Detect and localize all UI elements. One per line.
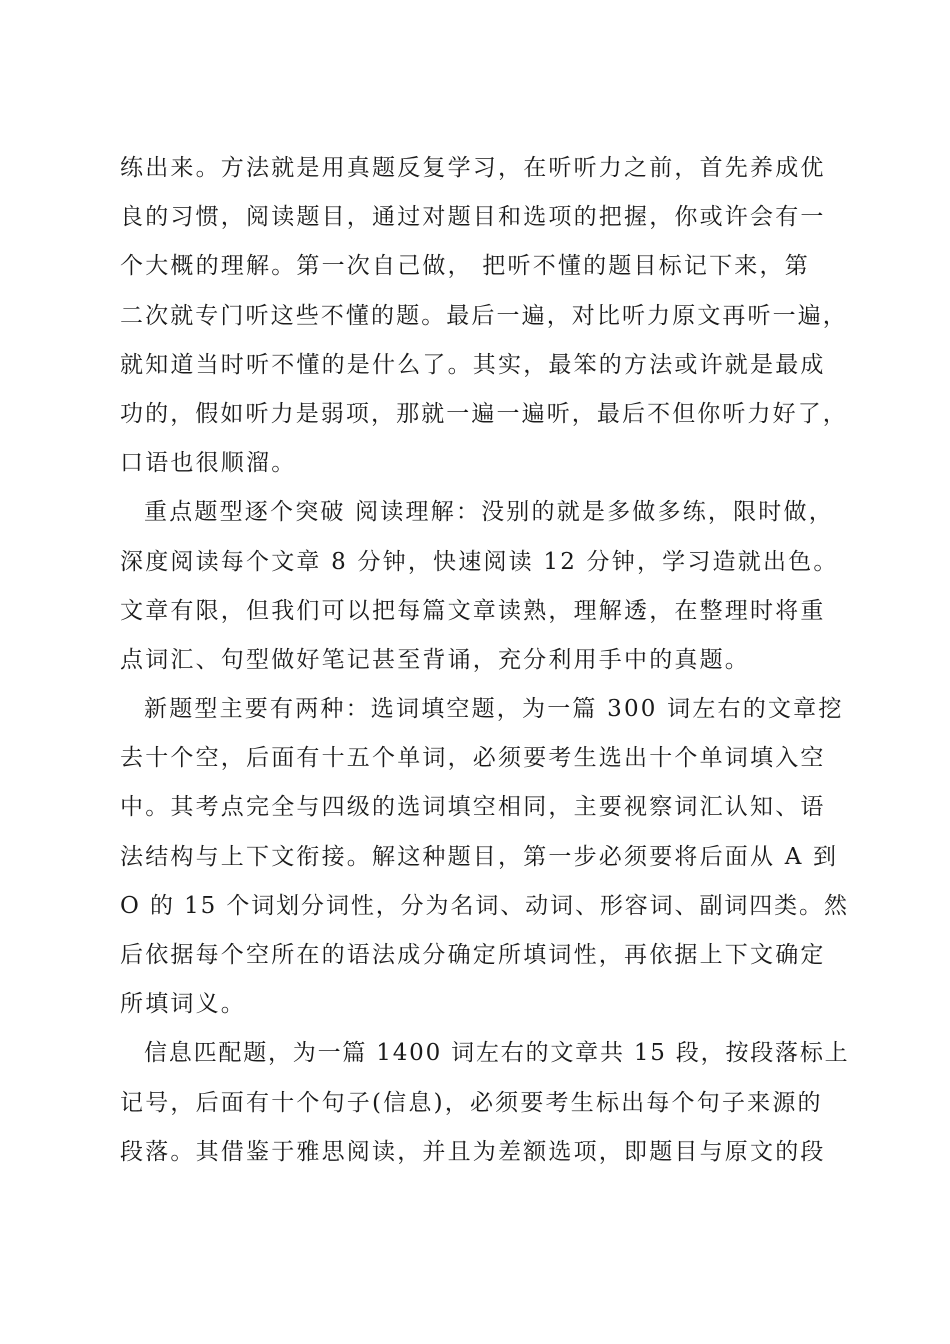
- text-line: 口语也很顺溜。: [120, 450, 297, 477]
- text-line: 所填词义。: [120, 991, 246, 1018]
- text-line: 后依据每个空所在的语法成分确定所填词性，再依据上下文确定: [120, 942, 826, 968]
- text-line: 练出来。方法就是用真题反复学习，在听听力之前，首先养成优: [120, 155, 826, 181]
- text-line: 文章有限，但我们可以把每篇文章读熟，理解透，在整理时将重: [120, 597, 826, 624]
- text-line: 法结构与上下文衔接。解这种题目，第一步必须要将后面从 A 到: [120, 843, 839, 870]
- text-line: 中。其考点完全与四级的选词填空相同，主要视察词汇认知、语: [120, 794, 826, 821]
- text-line: 个大概的理解。第一次自己做， 把听不懂的题目标记下来，第: [120, 253, 810, 280]
- text-line: 段落。其借鉴于雅思阅读，并且为差额选项，即题目与原文的段: [120, 1138, 826, 1165]
- text-line: 深度阅读每个文章 8 分钟，快速阅读 12 分钟，学习造就出色。: [120, 548, 839, 575]
- text-line: 二次就专门听这些不懂的题。最后一遍，对比听力原文再听一遍，: [120, 302, 848, 329]
- text-line: 记号，后面有十个句子(信息)，必须要考生标出每个句子来源的: [120, 1089, 823, 1116]
- text-line: 良的习惯，阅读题目，通过对题目和选项的把握，你或许会有一: [120, 204, 826, 231]
- paragraph-start-line: 新题型主要有两种：选词填空题，为一篇 300 词左右的文章挖: [144, 696, 844, 723]
- text-line: O 的 15 个词划分词性，分为名词、动词、形容词、副词四类。然: [120, 892, 849, 919]
- paragraph-start-line: 信息匹配题，为一篇 1400 词左右的文章共 15 段，按段落标上: [144, 1040, 850, 1067]
- text-line: 就知道当时听不懂的是什么了。其实，最笨的方法或许就是最成: [120, 351, 826, 378]
- paragraph-start-line: 重点题型逐个突破 阅读理解：没别的就是多做多练，限时做，: [144, 499, 834, 526]
- body-text: [120, 144, 850, 1177]
- text-line: 点词汇、句型做好笔记甚至背诵，充分利用手中的真题。: [120, 646, 750, 673]
- text-line: 功的，假如听力是弱项，那就一遍一遍听，最后不但你听力好了，: [120, 400, 848, 427]
- text-line: 去十个空，后面有十五个单词，必须要考生选出十个单词填入空: [120, 745, 826, 772]
